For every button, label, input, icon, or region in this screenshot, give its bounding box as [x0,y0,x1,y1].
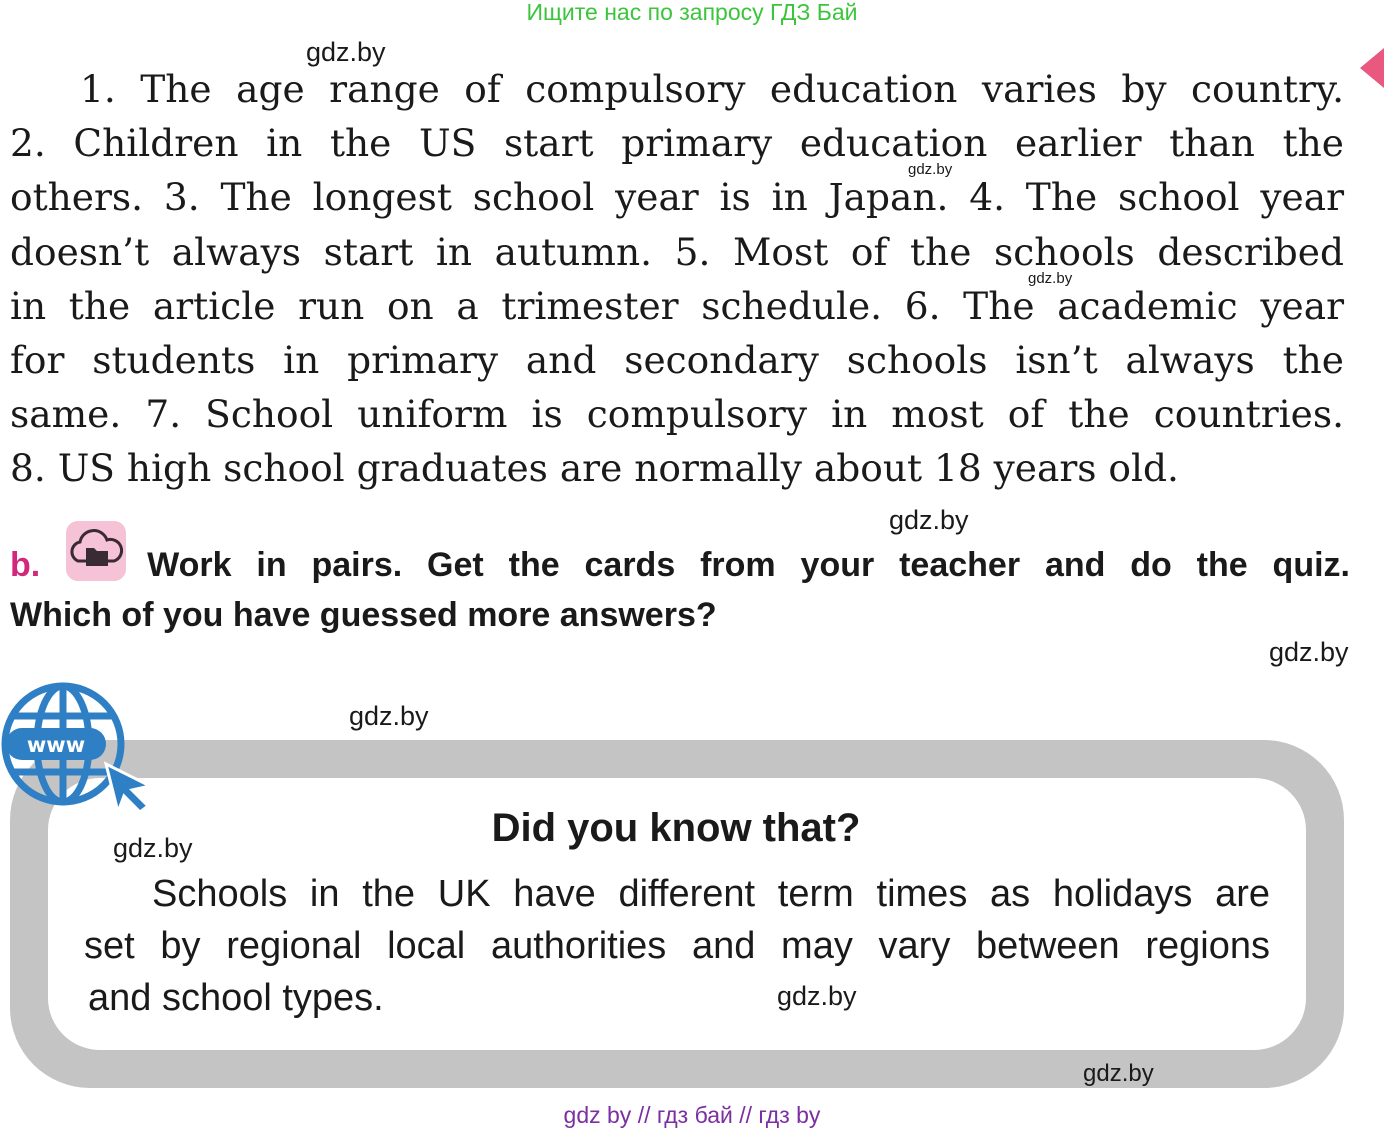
page-edge-marker [1360,48,1384,88]
top-banner[interactable]: Ищите нас по запросу ГДЗ Бай [526,0,858,25]
task-b [10,540,1350,640]
answer-line: 1. The age range of compulsory education varies by country. [80,67,1344,111]
watermark: gdz.by [113,833,193,863]
answer-line: same. 7. School uniform is compulsory in most of the countries. [10,392,1344,437]
answers-paragraph [10,62,1344,496]
task-instruction: Work in pairs. Get the cards from your teacher and do the quiz. [147,546,1350,584]
footer-links[interactable]: gdz by // гдз бай // гдз by [563,1102,821,1128]
answer-line: others. 3. The longest school year is in Japan. 4. The school year [10,175,1344,220]
answer-line: for students in primary and secondary schools isn’t always the [10,338,1344,383]
watermark: gdz.by [349,701,429,731]
answer-line: 8. US high school graduates are normally about 18 years old. [10,446,1179,491]
answer-line: 2. Children in the US start primary education earlier than the [10,121,1344,166]
did-you-know-title: Did you know that? [491,806,861,850]
watermark: gdz.by [306,37,386,67]
watermark: gdz.by [1269,637,1349,667]
watermark: gdz.by [889,505,969,535]
answer-line: in the article run on a trimester schedule. 6. The academic year [10,283,1344,328]
watermark: gdz.by [1083,1060,1154,1087]
fact-line: set by regional local authorities and may vary between regions [84,925,1270,967]
fact-line: and school types. [88,977,384,1019]
svg-text:www: www [26,733,86,757]
task-letter: b. [10,546,41,584]
fact-line: Schools in the UK have different term times as holidays are [152,873,1270,915]
task-question: Which of you have guessed more answers? [10,596,717,634]
watermark: gdz.by [1028,270,1073,287]
www-globe-icon [0,676,160,816]
watermark: gdz.by [777,981,857,1011]
did-you-know-text [84,868,1270,1024]
watermark: gdz.by [908,161,953,178]
answer-line: doesn’t always start in autumn. 5. Most of the schools described [10,229,1344,274]
